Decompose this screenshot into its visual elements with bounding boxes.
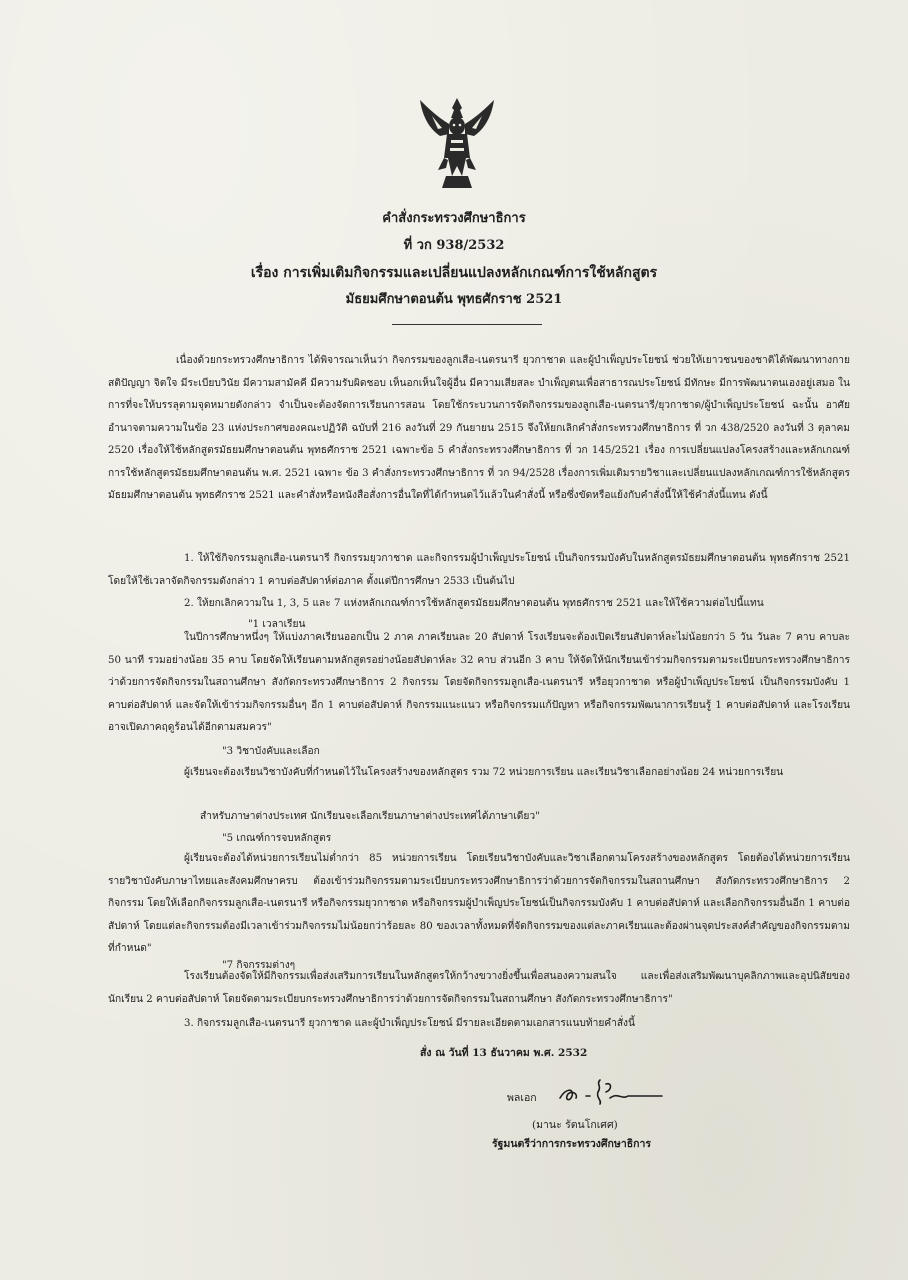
signer-title: รัฐมนตรีว่าการกระทรวงศึกษาธิการ xyxy=(492,1138,652,1150)
item-2: 2. ให้ยกเลิกความใน 1, 3, 5 และ 7 แห่งหลักเกณฑ์การใช้หลักสูตรมัธยมศึกษาตอนต้น พุทธศักราช 2521 และให้ใช้ความต่อไปนี้แทน xyxy=(184,598,764,609)
activities-paragraph: โรงเรียนต้องจัดให้มีกิจกรรมเพื่อส่งเสริมการเรียนในหลักสูตรให้กว้างขวางยิ่งขึ้นเพื่อสนองความสนใจ และเพื่อส่งเสริมพัฒนาบุคลิกภาพและอุปนิสัยของนักเรียน 2 คาบต่อสัปดาห์ โดยจัดตามระเบียบกระทรวงศึกษาธิการว่าด้วยการจัดกิจกรรมในสถานศึกษา สังกัดกระทรวงศึกษาธิการ" xyxy=(108,971,850,1005)
divider xyxy=(392,324,542,325)
handwritten-signature xyxy=(556,1070,666,1110)
signer-rank: พลเอก xyxy=(507,1092,537,1104)
garuda-emblem-icon xyxy=(418,96,496,192)
subheading-study-time: "1 เวลาเรียน xyxy=(248,619,306,630)
subheading-activities: "7 กิจกรรมต่างๆ xyxy=(222,960,296,971)
item-1: 1. ให้ใช้กิจกรรมลูกเสือ-เนตรนารี กิจกรรมยุวกาชาด และกิจกรรมผู้บำเพ็ญประโยชน์ เป็นกิจกรรมบังคับในหลักสูตรมัธยมศึกษาตอนต้น พุทธศักราช 2521 โดยให้ใช้เวลาจัดกิจกรรมดังกล่าว 1 คาบต่อสัปดาห์ต่อภาค ตั้งแต่ปีการศึกษา 2533 เป็นต้นไป xyxy=(108,553,850,587)
signer-name: (มานะ รัตนโกเศศ) xyxy=(532,1119,618,1131)
language-note: สำหรับภาษาต่างประเทศ นักเรียนจะเลือกเรียนภาษาต่างประเทศได้ภาษาเดียว" xyxy=(200,811,540,822)
intro-paragraph: เนื่องด้วยกระทรวงศึกษาธิการ ได้พิจารณาเห็นว่า กิจกรรมของลูกเสือ-เนตรนารี ยุวกาชาด และผู้บำเพ็ญประโยชน์ ช่วยให้เยาวชนของชาติได้พัฒนาทางกาย สติปัญญา จิตใจ มีระเบียบวินัย มีความสามัคคี มีความรับผิดชอบ เห็นอกเห็นใจผู้อื่น มีความเสียสละ บำเพ็ญตนเพื่อสาธารณประโยชน์ มีทักษะ มีการพัฒนาตนเองอยู่เสมอ ในการที่จะให้บรรลุตามจุดหมายดังกล่าว จำเป็นจะต้องจัดการเรียนการสอน โดยใช้กระบวนการจัดกิจกรรมของลูกเสือ-เนตรนารี/ยุวกาชาด/ผู้บำเพ็ญประโยชน์ ฉะนั้น อาศัยอำนาจตามความในข้อ 23 แห่งประกาศของคณะปฏิวัติ ฉบับที่ 216 ลงวันที่ 29 กันยายน 2515 จึงให้ยกเลิกคำสั่งกระทรวงศึกษาธิการ ที่ วก 438/2520 ลงวันที่ 3 ตุลาคม 2520 เรื่องให้ใช้หลักสูตรมัธยมศึกษาตอนต้น พุทธศักราช 2521 เฉพาะข้อ 5 คำสั่งกระทรวงศึกษาธิการ ที่ วก 145/2521 เรื่อง การเปลี่ยนแปลงโครงสร้างและหลักเกณฑ์การใช้หลักสูตรมัธยมศึกษาตอนต้น พ.ศ. 2521 เฉพาะ ข้อ 3 คำสั่งกระทรวงศึกษาธิการ ที่ วก 94/2528 เรื่องการเพิ่มเติมรายวิชาและเปลี่ยนแปลงหลักเกณฑ์การใช้หลักสูตรมัธยมศึกษาตอนต้น พุทธศักราช 2521 และคำสั่งหรือหนังสือสั่งการอื่นใดที่ได้กำหนดไว้แล้วในคำสั่งนี้ หรือซึ่งขัดหรือแย้งกับคำสั่งนี้ให้ใช้คำสั่งนี้แทน ดังนี้ xyxy=(108,355,850,501)
subjects-paragraph: ผู้เรียนจะต้องเรียนวิชาบังคับที่กำหนดไว้ในโครงสร้างของหลักสูตร รวม 72 หน่วยการเรียน และเรียนวิชาเลือกอย่างน้อย 24 หน่วยการเรียน xyxy=(184,767,784,778)
curriculum-line: มัธยมศึกษาตอนต้น พุทธศักราช 2521 xyxy=(345,292,563,307)
order-subject: เรื่อง การเพิ่มเติมกิจกรรมและเปลี่ยนแปลงหลักเกณฑ์การใช้หลักสูตร xyxy=(250,265,658,281)
item-3: 3. กิจกรรมลูกเสือ-เนตรนารี ยุวกาชาด และผู้บำเพ็ญประโยชน์ มีรายละเอียดตามเอกสารแนบท้ายคำสั่งนี้ xyxy=(184,1018,635,1029)
order-number: ที่ วก 938/2532 xyxy=(403,238,505,253)
order-heading: คำสั่งกระทรวงศึกษาธิการ xyxy=(382,211,526,226)
study-time-paragraph: ในปีการศึกษาหนึ่งๆ ให้แบ่งภาคเรียนออกเป็น 2 ภาค ภาคเรียนละ 20 สัปดาห์ โรงเรียนจะต้องเปิดเรียนสัปดาห์ละไม่น้อยกว่า 5 วัน วันละ 7 คาบ คาบละ 50 นาที รวมอย่างน้อย 35 คาบ โดยจัดให้เรียนตามหลักสูตรอย่างน้อยสัปดาห์ละ 32 คาบ ส่วนอีก 3 คาบ ให้จัดให้นักเรียนเข้าร่วมกิจกรรมตามระเบียบกระทรวงศึกษาธิการว่าด้วยการจัดกิจกรรมในสถานศึกษา สังกัดกระทรวงศึกษาธิการ 2 กิจกรรม โดยจัดกิจกรรมลูกเสือ-เนตรนารี หรือยุวกาชาด หรือผู้บำเพ็ญประโยชน์ เป็นกิจกรรมบังคับ 1 คาบต่อสัปดาห์ และจัดให้เข้าร่วมกิจกรรมอื่นๆ อีก 1 คาบต่อสัปดาห์ กิจกรรมแนะแนว หรือกิจกรรมแก้ปัญหา หรือกิจกรรมพัฒนาการเรียนรู้ 1 คาบต่อสัปดาห์ และโรงเรียนอาจเปิดภาคฤดูร้อนได้อีกตามสมควร" xyxy=(108,632,850,733)
order-date: สั่ง ณ วันที่ 13 ธันวาคม พ.ศ. 2532 xyxy=(420,1047,588,1059)
graduation-paragraph: ผู้เรียนจะต้องได้หน่วยการเรียนไม่ต่ำกว่า 85 หน่วยการเรียน โดยเรียนวิชาบังคับและวิชาเลือกตามโครงสร้างของหลักสูตร โดยต้องได้หน่วยการเรียนรายวิชาบังคับภาษาไทยและสังคมศึกษาครบ ต้องเข้าร่วมกิจกรรมตามระเบียบกระทรวงศึกษาธิการว่าด้วยการจัดกิจกรรมในสถานศึกษา สังกัดกระทรวงศึกษาธิการ 2 กิจกรรม โดยให้เลือกกิจกรรมลูกเสือ-เนตรนารี หรือกิจกรรมยุวกาชาด หรือกิจกรรมผู้บำเพ็ญประโยชน์เป็นกิจกรรมบังคับ 1 คาบต่อสัปดาห์ และเลือกกิจกรรมอื่นอีก 1 คาบต่อสัปดาห์ โดยแต่ละกิจกรรมต้องมีเวลาเข้าร่วมกิจกรรมไม่น้อยกว่าร้อยละ 80 ของเวลาทั้งหมดที่จัดกิจกรรมของแต่ละภาคเรียนและต้องผ่านจุดประสงค์สำคัญของกิจกรรมตามที่กำหนด" xyxy=(108,853,850,954)
subheading-subjects: "3 วิชาบังคับและเลือก xyxy=(222,746,320,757)
subheading-graduation: "5 เกณฑ์การจบหลักสูตร xyxy=(222,833,332,844)
